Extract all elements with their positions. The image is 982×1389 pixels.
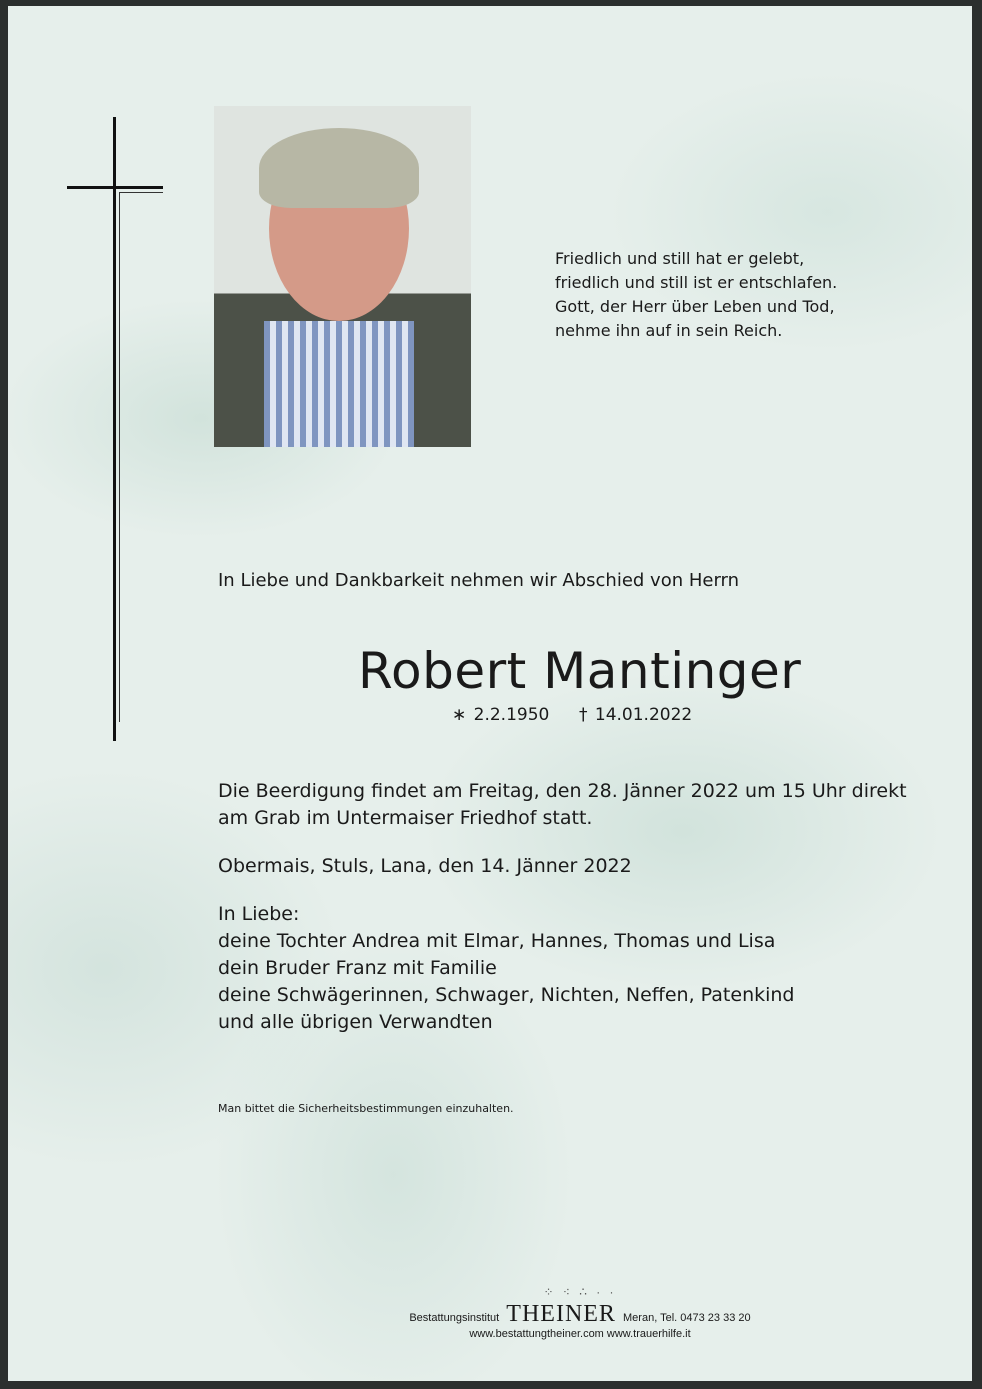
announcement-body [218,778,938,1036]
cross-icon [113,117,116,741]
poem-line: Gott, der Herr über Leben und Tod, [555,297,835,316]
theiner-logo: THEINER [506,1301,616,1327]
intro-text: In Liebe und Dankbarkeit nehmen wir Abschied von Herrn [218,570,740,591]
cross-icon-bar [67,186,163,189]
funeral-info [218,778,938,832]
tree-logo-icon: ⁘ ⁖ ∴ · · [543,1285,617,1299]
place-date: Obermais, Stuls, Lana, den 14. Jänner 2022 [218,855,632,877]
footer-contact: Meran, Tel. 0473 23 33 20 [623,1312,751,1324]
safety-notice: Man bittet die Sicherheitsbestimmungen einzuhalten. [218,1102,514,1115]
mourner-line: dein Bruder Franz mit Familie [218,957,497,979]
poem-line: Friedlich und still hat er gelebt, [555,249,805,268]
poem-line: nehme ihn auf in sein Reich. [555,321,783,340]
mourner-line: In Liebe: [218,903,300,925]
mourner-line: deine Schwägerinnen, Schwager, Nichten, Neffen, Patenkind [218,984,795,1006]
mourner-line: deine Tochter Andrea mit Elmar, Hannes, Thomas und Lisa [218,930,776,952]
mourners [218,901,938,1036]
footer-websites: www.bestattungtheiner.com www.trauerhilfe.it [469,1328,691,1340]
deceased-name: Robert Mantinger [358,642,802,700]
poem [555,247,837,343]
portrait-photo [214,106,471,447]
cross-icon-bar-shadow [120,192,163,193]
death-date: † 14.01.2022 [578,705,693,725]
poem-line: friedlich und still ist er entschlafen. [555,273,838,292]
cross-icon-shadow [119,192,120,722]
birth-date: ∗ 2.2.1950 [452,705,550,725]
mourner-line: und alle übrigen Verwandten [218,1011,493,1033]
funeral-line: Die Beerdigung findet am Freitag, den 28. Jänner 2022 um 15 Uhr direkt [218,780,907,802]
life-dates [452,705,692,725]
footer-prefix: Bestattungsinstitut [409,1312,500,1324]
funeral-home-footer [380,1285,780,1340]
funeral-line: am Grab im Untermaiser Friedhof statt. [218,807,593,829]
